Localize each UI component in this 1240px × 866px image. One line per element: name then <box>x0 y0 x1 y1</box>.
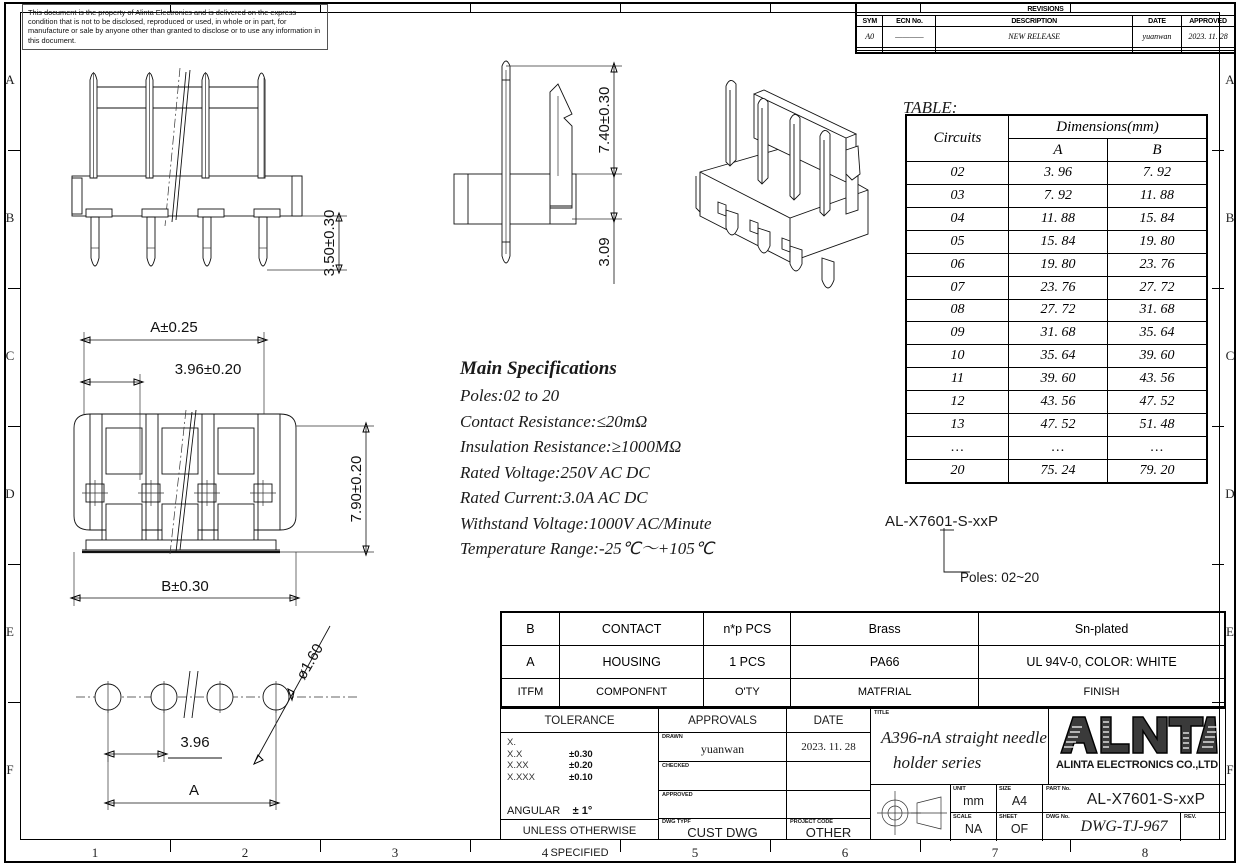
view-side-elevation <box>60 58 380 288</box>
zone-number-1: 1 <box>91 845 99 860</box>
approvals-header: APPROVALS <box>688 715 757 727</box>
zone-number-2: 2 <box>241 845 249 860</box>
scale-tag: SCALE <box>953 814 972 820</box>
sheet-value: OF <box>1010 822 1029 836</box>
zone-tick <box>8 702 20 703</box>
zone-number-3: 3 <box>391 845 399 860</box>
zone-tick <box>920 840 921 852</box>
dim-pcb-a: A <box>188 782 200 799</box>
tolerance-label: X. <box>507 737 516 748</box>
dimtable-row: … … … <box>907 437 1207 460</box>
zone-tick <box>1212 426 1224 427</box>
zone-number-7: 7 <box>991 845 999 860</box>
bill-of-materials-table <box>500 611 1226 708</box>
date-header: DATE <box>813 715 844 727</box>
dimtable-row: 08 27. 72 31. 68 <box>907 299 1207 322</box>
dimtable-row: 06 19. 80 23. 76 <box>907 253 1207 276</box>
revisions-header-4: APPROVED <box>1182 16 1235 27</box>
dimtable-header-dimensions: Dimensions(mm) <box>1009 116 1207 139</box>
scale-value: NA <box>964 822 983 836</box>
tolerance-section <box>501 709 659 859</box>
tolerance-row-2 <box>507 760 657 772</box>
bom-header-row <box>502 678 1225 706</box>
bom-header-0: ITFM <box>502 678 560 706</box>
spec-line-2: Insulation Resistance:≥1000MΩ <box>460 437 682 456</box>
alinta-logo-icon <box>1049 713 1225 757</box>
dim-front-height: 7.90±0.20 <box>348 455 365 523</box>
view-isometric <box>692 62 892 304</box>
dimtable-row: 09 31. 68 35. 64 <box>907 322 1207 345</box>
tolerance-list <box>507 737 657 783</box>
angular-row <box>507 801 592 819</box>
dimtable-row: 02 3. 96 7. 92 <box>907 162 1207 185</box>
projection-symbol-icon <box>871 785 951 841</box>
zone-letter-c-left: C <box>5 348 15 363</box>
zone-letter-e-left: E <box>6 624 14 639</box>
drawn-value: yuanwan <box>700 742 745 756</box>
unit-cell <box>951 785 997 813</box>
revisions-header-3: DATE <box>1132 16 1181 27</box>
drawn-tag: DRAWN <box>662 734 683 740</box>
project-code-row <box>787 819 870 841</box>
zone-tick <box>470 840 471 852</box>
title-tag: TITLE <box>874 710 890 716</box>
revisions-header-1: ECN No. <box>883 16 936 27</box>
dimension-table <box>905 114 1208 484</box>
revisions-row-blank <box>857 50 1235 52</box>
zone-tick <box>8 564 20 565</box>
zone-letter-a-right: A <box>1225 72 1235 87</box>
dwg-type-value: CUST DWG <box>687 825 758 840</box>
approved-tag: APPROVED <box>662 792 693 798</box>
tolerance-row-3 <box>507 772 657 784</box>
property-note: This document is the property of Alinta Electronics and is delivered on the express condition that is not to be disclosed, reproduced or used, in whole or in part, for manufacture or sale by anyone other than granted to disclose or to use any information in this document. <box>22 4 328 50</box>
company-logo-cell <box>1049 709 1225 785</box>
zone-tick <box>770 840 771 852</box>
drawing-title-cell <box>871 709 1049 785</box>
zone-tick <box>1212 150 1224 151</box>
zone-tick <box>8 426 20 427</box>
tolerance-label: X.XXX <box>507 771 535 783</box>
scale-cell <box>951 813 997 841</box>
company-name-text: ALINTA ELECTRONICS CO.,LTD <box>1055 759 1219 771</box>
bom-header-3: MATFRIAL <box>791 678 979 706</box>
spec-line-6: Temperature Range:-25℃～+105℃ <box>460 539 714 558</box>
zone-tick <box>8 150 20 151</box>
main-specifications <box>460 358 820 562</box>
dwg-number-cell <box>1043 813 1181 841</box>
zone-letter-b-left: B <box>5 210 15 225</box>
checked-tag: CHECKED <box>662 763 689 769</box>
zone-tick <box>620 2 621 12</box>
zone-number-5: 5 <box>691 845 699 860</box>
zone-letter-f-right: F <box>1226 762 1234 777</box>
zone-letter-e-right: E <box>1226 624 1234 639</box>
spec-line-5: Withstand Voltage:1000V AC/Minute <box>460 513 712 533</box>
dimtable-row: 12 43. 56 47. 52 <box>907 391 1207 414</box>
spec-line-4: Rated Current:3.0A AC DC <box>460 488 648 507</box>
dwgno-value: DWG-TJ-967 <box>1080 818 1168 835</box>
sheet-cell <box>997 813 1043 841</box>
zone-letter-f-left: F <box>6 762 14 777</box>
revision-cell <box>1181 813 1225 841</box>
date-section <box>787 709 871 839</box>
dim-top-view-height: 3.50±0.30 <box>321 209 338 277</box>
view-contact-section <box>446 56 676 294</box>
angular-value: ± 1° <box>572 805 593 817</box>
dimtable-row: 13 47. 52 51. 48 <box>907 414 1207 437</box>
dimension-table-caption: TABLE: <box>903 98 958 117</box>
dwg-type-row <box>659 819 786 841</box>
dim-front-pitch: 3.96±0.20 <box>174 361 242 378</box>
zone-tick <box>1070 840 1071 852</box>
dim-hole-diameter: ø1.60 <box>293 640 328 683</box>
zone-number-4: 4 <box>541 845 549 860</box>
dimtable-header-circuits: Circuits <box>907 116 1009 162</box>
zone-tick <box>8 288 20 289</box>
size-value: A4 <box>1011 794 1028 808</box>
approved-row <box>659 791 786 819</box>
dimtable-row: 11 39. 60 43. 56 <box>907 368 1207 391</box>
part-number-cell <box>1043 785 1225 813</box>
drawn-date: 2023. 11. 28 <box>801 741 856 753</box>
dimtable-row: 04 11. 88 15. 84 <box>907 207 1207 230</box>
dimtable-row: 10 35. 64 39. 60 <box>907 345 1207 368</box>
sheet-tag: SHEET <box>999 814 1018 820</box>
drawing-title-line1: A396-nA straight needle <box>881 728 1047 747</box>
tolerance-row-1 <box>507 749 657 761</box>
title-block <box>500 708 1226 859</box>
zone-letter-c-right: C <box>1225 348 1235 363</box>
tolerance-value: ±0.10 <box>569 771 593 783</box>
revisions-title: REVISIONS <box>857 4 1235 16</box>
dwg-type-tag: DWG TYPF <box>662 819 691 825</box>
spec-line-0: Poles:02 to 20 <box>460 386 560 405</box>
approvals-section <box>659 709 787 839</box>
bom-row: A HOUSING 1 PCS PA66 UL 94V-0, COLOR: WHITE <box>502 645 1225 678</box>
drawn-row <box>659 733 786 762</box>
zone-tick <box>770 2 771 12</box>
dimtable-row: 07 23. 76 27. 72 <box>907 276 1207 299</box>
dim-front-a: A±0.25 <box>150 319 198 336</box>
dimtable-header-a: A <box>1009 139 1108 162</box>
zone-letter-b-right: B <box>1225 210 1235 225</box>
revisions-row: A0 ———— NEW RELEASE yuanwan 2023. 11. 28 <box>857 27 1235 48</box>
dim-front-b: B±0.30 <box>161 578 209 595</box>
zone-tick <box>320 840 321 852</box>
part-callout-note: Poles: 02~20 <box>960 570 1040 585</box>
checked-row <box>659 762 786 791</box>
zone-tick <box>470 2 471 12</box>
view-pcb-hole-pattern <box>58 640 398 828</box>
zone-number-6: 6 <box>841 845 849 860</box>
dim-side-pin-height: 7.40±0.30 <box>596 86 613 154</box>
dim-side-pin-lower: 3.09 <box>596 237 613 267</box>
rev-tag: REV. <box>1184 814 1197 820</box>
zone-tick <box>1212 288 1224 289</box>
revisions-table <box>855 2 1236 54</box>
dimtable-row: 03 7. 92 11. 88 <box>907 184 1207 207</box>
zone-letter-a-left: A <box>5 72 15 87</box>
specs-title: Main Specifications <box>460 358 617 379</box>
zone-tick <box>1212 564 1224 565</box>
bom-header-1: COMPONFNT <box>559 678 704 706</box>
zone-number-8: 8 <box>1141 845 1149 860</box>
size-tag: SIZE <box>999 786 1012 792</box>
bom-row: B CONTACT n*p PCS Brass Sn-plated <box>502 613 1225 646</box>
project-code-value: OTHER <box>805 825 852 840</box>
partno-value: AL-X7601-S-xxP <box>1086 791 1206 808</box>
tolerance-label: X.XX <box>507 760 529 771</box>
bom-header-4: FINISH <box>979 678 1225 706</box>
part-number-callout: AL-X7601-S-xxP <box>885 513 999 530</box>
dwgno-tag: DWG No. <box>1046 814 1070 820</box>
size-cell <box>997 785 1043 813</box>
revisions-header-0: SYM <box>857 16 883 27</box>
spec-line-1: Contact Resistance:≤20mΩ <box>460 411 648 431</box>
tolerance-row-0 <box>507 737 657 749</box>
drawing-title-line2: holder series <box>893 753 982 772</box>
dim-pcb-pitch: 3.96 <box>180 734 210 751</box>
zone-letter-d-left: D <box>5 486 15 501</box>
angular-label: ANGULAR <box>507 805 561 817</box>
view-front-elevation <box>58 318 398 618</box>
revisions-header-2: DESCRIPTION <box>936 16 1133 27</box>
zone-tick <box>170 840 171 852</box>
title-logo-section <box>871 709 1225 839</box>
dimtable-row: 05 15. 84 19. 80 <box>907 230 1207 253</box>
tolerance-value: ±0.20 <box>569 760 593 771</box>
spec-line-3: Rated Voltage:250V AC DC <box>460 462 650 482</box>
dimtable-row: 20 75. 24 79. 20 <box>907 459 1207 482</box>
unless-otherwise-specified: UNLESS OTHERWISE SPECIFIED <box>522 825 637 859</box>
bom-header-2: O'TY <box>704 678 791 706</box>
project-code-tag: PROJECT CODE <box>790 819 833 825</box>
tolerance-label: X.X <box>507 748 523 760</box>
unit-tag: UNIT <box>953 786 966 792</box>
zone-letter-d-right: D <box>1225 486 1235 501</box>
tolerance-header: TOLERANCE <box>544 715 615 727</box>
tolerance-value: ±0.30 <box>569 748 593 760</box>
dimtable-header-b: B <box>1108 139 1207 162</box>
partno-tag: PART No. <box>1046 786 1071 792</box>
unit-value: mm <box>963 794 984 808</box>
